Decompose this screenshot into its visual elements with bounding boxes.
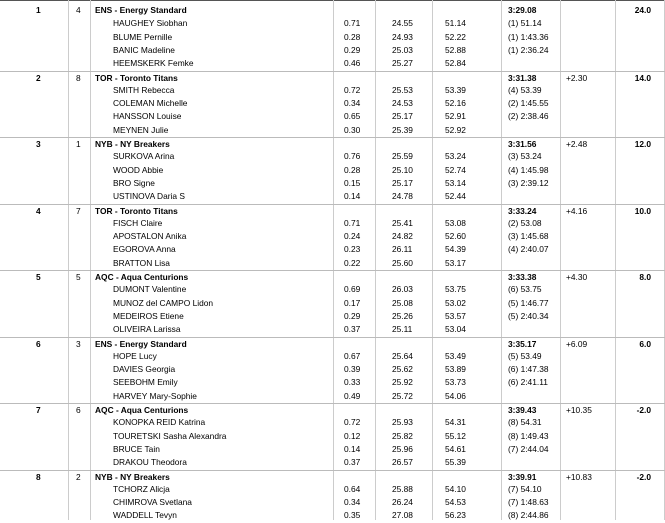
split-50m: 25.96 <box>392 443 413 454</box>
swimmer-name: HEEMSKERK Femke <box>113 58 194 69</box>
swimmer-row <box>0 496 665 509</box>
reaction-time: 0.64 <box>344 483 361 494</box>
team-points: 6.0 <box>639 338 651 349</box>
reaction-time: 0.29 <box>344 44 361 55</box>
team-rank: 3 <box>36 139 41 149</box>
split-100m: 55.39 <box>445 457 466 468</box>
split-50m: 26.57 <box>392 457 413 468</box>
split-50m: 25.53 <box>392 84 413 95</box>
split-100m: 52.91 <box>445 111 466 122</box>
split-100m: 52.84 <box>445 58 466 69</box>
split-100m: 54.10 <box>445 483 466 494</box>
team-final-time: 3:35.17 <box>508 338 537 349</box>
split-50m: 26.11 <box>392 244 413 255</box>
reaction-time: 0.67 <box>344 350 361 361</box>
split-100m: 56.23 <box>445 510 466 521</box>
swimmer-row <box>0 416 665 429</box>
reaction-time: 0.39 <box>344 364 361 375</box>
team-lane: 5 <box>76 272 81 282</box>
split-50m: 25.17 <box>392 111 413 122</box>
split-100m: 52.60 <box>445 231 466 242</box>
split-100m: 54.53 <box>445 497 466 508</box>
team-name: ENS - Energy Standard <box>95 5 187 15</box>
team-points: 14.0 <box>634 72 651 83</box>
reaction-time: 0.15 <box>344 177 361 188</box>
cumulative-split: (1) 2:36.24 <box>508 44 549 55</box>
team-row <box>0 137 665 151</box>
swimmer-row <box>0 310 665 323</box>
split-100m: 53.08 <box>445 217 466 228</box>
split-50m: 27.08 <box>392 510 413 521</box>
split-50m: 25.92 <box>392 377 413 388</box>
team-lane: 7 <box>76 205 81 216</box>
reaction-time: 0.14 <box>344 443 361 454</box>
split-100m: 52.92 <box>445 124 466 135</box>
swimmer-row <box>0 44 665 57</box>
reaction-time: 0.35 <box>344 510 361 521</box>
split-50m: 24.93 <box>392 31 413 42</box>
split-100m: 53.73 <box>445 377 466 388</box>
team-points: -2.0 <box>636 405 651 415</box>
swimmer-name: MUNOZ del CAMPO Lidon <box>113 297 214 308</box>
split-100m: 52.44 <box>445 191 466 202</box>
swimmer-row <box>0 177 665 190</box>
reaction-time: 0.17 <box>344 297 361 308</box>
swimmer-row <box>0 257 665 270</box>
swimmer-name: DRAKOU Theodora <box>113 457 187 468</box>
reaction-time: 0.29 <box>344 310 361 321</box>
team-row <box>0 470 665 484</box>
team-final-time: 3:39.91 <box>508 471 537 482</box>
team-time-behind: +2.30 <box>566 72 588 83</box>
swimmer-name: TCHORZ Alicja <box>113 483 170 494</box>
team-name: AQC - Aqua Centurions <box>95 405 189 415</box>
reaction-time: 0.71 <box>344 217 361 228</box>
cumulative-split: (2) 53.08 <box>508 217 542 228</box>
swimmer-name: COLEMAN Michelle <box>113 98 188 109</box>
team-final-time: 3:33.24 <box>508 205 537 216</box>
team-name: ENS - Energy Standard <box>95 338 187 349</box>
swimmer-name: BRATTON Lisa <box>113 257 170 268</box>
team-rank: 5 <box>36 272 41 282</box>
swimmer-name: SMITH Rebecca <box>113 84 175 95</box>
split-50m: 24.53 <box>392 98 413 109</box>
swimmer-name: HOPE Lucy <box>113 350 157 361</box>
cumulative-split: (2) 2:38.46 <box>508 111 549 122</box>
swimmer-name: BRO Signe <box>113 177 155 188</box>
swimmer-name: HARVEY Mary-Sophie <box>113 390 197 401</box>
reaction-time: 0.28 <box>344 31 361 42</box>
split-100m: 54.61 <box>445 443 466 454</box>
split-100m: 53.02 <box>445 297 466 308</box>
split-100m: 55.12 <box>445 430 466 441</box>
team-lane: 4 <box>76 5 81 15</box>
cumulative-split: (5) 53.49 <box>508 350 542 361</box>
split-100m: 52.74 <box>445 164 466 175</box>
cumulative-split: (1) 1:43.36 <box>508 31 549 42</box>
swimmer-name: WADDELL Tevyn <box>113 510 177 521</box>
swimmer-row <box>0 97 665 110</box>
team-rank: 2 <box>36 72 41 83</box>
split-50m: 25.11 <box>392 324 413 335</box>
cumulative-split: (4) 1:45.98 <box>508 164 549 175</box>
reaction-time: 0.71 <box>344 18 361 29</box>
team-row <box>0 270 665 284</box>
split-50m: 25.41 <box>392 217 413 228</box>
cumulative-split: (4) 2:40.07 <box>508 244 549 255</box>
reaction-time: 0.34 <box>344 98 361 109</box>
team-time-behind: +10.35 <box>566 405 592 415</box>
swimmer-row <box>0 509 665 522</box>
team-time-behind: +6.09 <box>566 338 588 349</box>
reaction-time: 0.72 <box>344 417 361 428</box>
cumulative-split: (4) 53.39 <box>508 84 542 95</box>
team-rank: 8 <box>36 471 41 482</box>
swimmer-row <box>0 150 665 163</box>
swimmer-row <box>0 230 665 243</box>
cumulative-split: (6) 53.75 <box>508 284 542 295</box>
cumulative-split: (3) 1:45.68 <box>508 231 549 242</box>
split-50m: 25.17 <box>392 177 413 188</box>
split-50m: 26.24 <box>392 497 413 508</box>
swimmer-name: HANSSON Louise <box>113 111 182 122</box>
split-50m: 25.60 <box>392 257 413 268</box>
swimmer-row <box>0 217 665 230</box>
swimmer-row <box>0 456 665 469</box>
split-50m: 25.82 <box>392 430 413 441</box>
swimmer-name: KONOPKA REID Katrina <box>113 417 206 428</box>
cumulative-split: (7) 2:44.04 <box>508 443 549 454</box>
team-time-behind: +4.30 <box>566 272 588 282</box>
split-100m: 52.16 <box>445 98 466 109</box>
team-row <box>0 71 665 85</box>
swimmer-name: MEYNEN Julie <box>113 124 169 135</box>
swimmer-row <box>0 164 665 177</box>
split-50m: 25.93 <box>392 417 413 428</box>
cumulative-split: (5) 2:40.34 <box>508 310 549 321</box>
team-row <box>0 4 665 17</box>
cumulative-split: (3) 2:39.12 <box>508 177 549 188</box>
team-name: NYB - NY Breakers <box>95 139 170 149</box>
team-name: NYB - NY Breakers <box>95 471 170 482</box>
reaction-time: 0.14 <box>344 191 361 202</box>
reaction-time: 0.72 <box>344 84 361 95</box>
team-points: -2.0 <box>636 471 651 482</box>
team-row <box>0 403 665 417</box>
swimmer-name: USTINOVA Daria S <box>113 191 185 202</box>
split-50m: 25.26 <box>392 310 413 321</box>
swimmer-row <box>0 390 665 403</box>
team-rank: 7 <box>36 405 41 415</box>
cumulative-split: (8) 2:44.86 <box>508 510 549 521</box>
swimmer-row <box>0 190 665 203</box>
split-100m: 53.39 <box>445 84 466 95</box>
swimmer-row <box>0 350 665 363</box>
team-lane: 8 <box>76 72 81 83</box>
reaction-time: 0.24 <box>344 231 361 242</box>
swimmer-name: SEEBOHM Emily <box>113 377 178 388</box>
team-points: 10.0 <box>634 205 651 216</box>
split-100m: 53.75 <box>445 284 466 295</box>
swimmer-name: CHIMROVA Svetlana <box>113 497 192 508</box>
reaction-time: 0.65 <box>344 111 361 122</box>
reaction-time: 0.46 <box>344 58 361 69</box>
swimmer-name: DUMONT Valentine <box>113 284 187 295</box>
swimmer-row <box>0 297 665 310</box>
cumulative-split: (1) 51.14 <box>508 18 542 29</box>
team-points: 8.0 <box>639 272 651 282</box>
team-final-time: 3:39.43 <box>508 405 537 415</box>
split-100m: 54.06 <box>445 390 466 401</box>
swimmer-name: BANIC Madeline <box>113 44 175 55</box>
split-50m: 25.62 <box>392 364 413 375</box>
swimmer-name: MEDEIROS Etiene <box>113 310 184 321</box>
split-50m: 25.08 <box>392 297 413 308</box>
split-50m: 25.39 <box>392 124 413 135</box>
team-time-behind: +2.48 <box>566 139 588 149</box>
swimmer-row <box>0 363 665 376</box>
swimmer-row <box>0 430 665 443</box>
swimmer-row <box>0 31 665 44</box>
team-lane: 6 <box>76 405 81 415</box>
team-row <box>0 204 665 218</box>
swimmer-row <box>0 443 665 456</box>
split-50m: 25.59 <box>392 151 413 162</box>
split-100m: 53.89 <box>445 364 466 375</box>
team-name: TOR - Toronto Titans <box>95 205 178 216</box>
cumulative-split: (8) 54.31 <box>508 417 542 428</box>
swimmer-row <box>0 376 665 389</box>
reaction-time: 0.37 <box>344 457 361 468</box>
team-name: TOR - Toronto Titans <box>95 72 178 83</box>
split-100m: 54.39 <box>445 244 466 255</box>
reaction-time: 0.23 <box>344 244 361 255</box>
team-rank: 4 <box>36 205 41 216</box>
swimmer-name: APOSTALON Anika <box>113 231 187 242</box>
reaction-time: 0.37 <box>344 324 361 335</box>
split-100m: 53.49 <box>445 350 466 361</box>
swimmer-name: BRUCE Tain <box>113 443 160 454</box>
split-50m: 24.78 <box>392 191 413 202</box>
swimmer-name: OLIVEIRA Larissa <box>113 324 181 335</box>
split-100m: 53.57 <box>445 310 466 321</box>
swimmer-name: TOURETSKI Sasha Alexandra <box>113 430 227 441</box>
team-points: 24.0 <box>634 5 651 15</box>
team-points: 12.0 <box>634 139 651 149</box>
reaction-time: 0.69 <box>344 284 361 295</box>
team-lane: 1 <box>76 139 81 149</box>
team-rank: 6 <box>36 338 41 349</box>
reaction-time: 0.22 <box>344 257 361 268</box>
swimmer-row <box>0 110 665 123</box>
reaction-time: 0.76 <box>344 151 361 162</box>
split-100m: 53.04 <box>445 324 466 335</box>
split-100m: 51.14 <box>445 18 466 29</box>
cumulative-split: (3) 53.24 <box>508 151 542 162</box>
team-name: AQC - Aqua Centurions <box>95 272 189 282</box>
split-100m: 54.31 <box>445 417 466 428</box>
team-rank: 1 <box>36 5 41 15</box>
team-time-behind: +4.16 <box>566 205 588 216</box>
reaction-time: 0.34 <box>344 497 361 508</box>
cumulative-split: (7) 54.10 <box>508 483 542 494</box>
swimmer-name: FISCH Claire <box>113 217 163 228</box>
swimmer-row <box>0 483 665 496</box>
reaction-time: 0.28 <box>344 164 361 175</box>
team-lane: 3 <box>76 338 81 349</box>
team-time-behind: +10.83 <box>566 471 592 482</box>
split-50m: 25.64 <box>392 350 413 361</box>
swimmer-row <box>0 283 665 296</box>
reaction-time: 0.12 <box>344 430 361 441</box>
team-final-time: 3:29.08 <box>508 5 537 15</box>
swimmer-name: SURKOVA Arina <box>113 151 175 162</box>
swimmer-row <box>0 243 665 256</box>
swimmer-name: DAVIES Georgia <box>113 364 176 375</box>
split-50m: 25.72 <box>392 390 413 401</box>
split-50m: 25.88 <box>392 483 413 494</box>
reaction-time: 0.33 <box>344 377 361 388</box>
cumulative-split: (8) 1:49.43 <box>508 430 549 441</box>
swimmer-row <box>0 323 665 336</box>
team-final-time: 3:33.38 <box>508 272 537 282</box>
swimmer-name: EGOROVA Anna <box>113 244 176 255</box>
split-100m: 52.22 <box>445 31 466 42</box>
split-100m: 53.17 <box>445 257 466 268</box>
split-100m: 53.14 <box>445 177 466 188</box>
cumulative-split: (7) 1:48.63 <box>508 497 549 508</box>
split-100m: 53.24 <box>445 151 466 162</box>
swimmer-name: HAUGHEY Siobhan <box>113 18 188 29</box>
swimmer-row <box>0 124 665 137</box>
split-50m: 25.27 <box>392 58 413 69</box>
cumulative-split: (6) 2:41.11 <box>508 377 548 388</box>
team-lane: 2 <box>76 471 81 482</box>
team-final-time: 3:31.56 <box>508 139 537 149</box>
reaction-time: 0.49 <box>344 390 361 401</box>
team-row <box>0 337 665 351</box>
split-100m: 52.88 <box>445 44 466 55</box>
cumulative-split: (2) 1:45.55 <box>508 98 549 109</box>
cumulative-split: (5) 1:46.77 <box>508 297 549 308</box>
split-50m: 24.82 <box>392 231 413 242</box>
split-50m: 24.55 <box>392 18 413 29</box>
cumulative-split: (6) 1:47.38 <box>508 364 549 375</box>
team-final-time: 3:31.38 <box>508 72 537 83</box>
swimmer-row <box>0 57 665 70</box>
swimmer-row <box>0 84 665 97</box>
split-50m: 25.10 <box>392 164 413 175</box>
reaction-time: 0.30 <box>344 124 361 135</box>
split-50m: 26.03 <box>392 284 413 295</box>
swimmer-row <box>0 17 665 30</box>
split-50m: 25.03 <box>392 44 413 55</box>
swimmer-name: WOOD Abbie <box>113 164 164 175</box>
swimmer-name: BLUME Pernille <box>113 31 173 42</box>
